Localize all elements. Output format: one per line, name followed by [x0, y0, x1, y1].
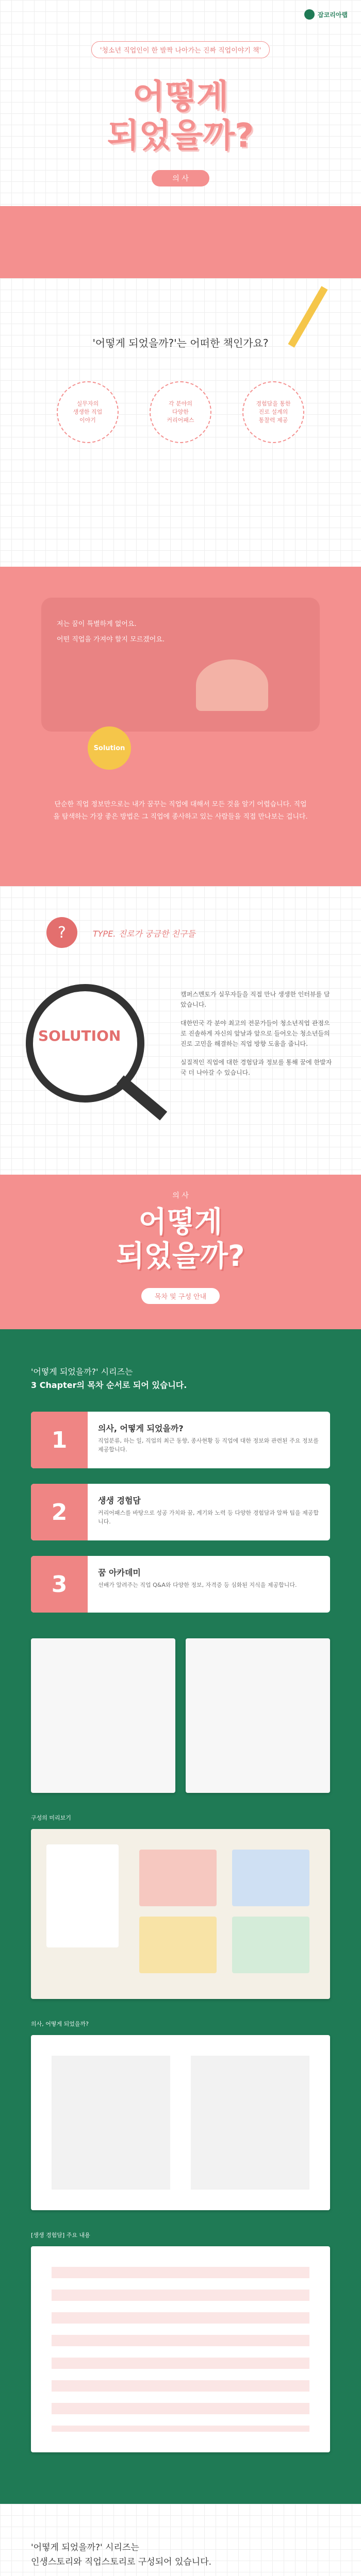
story-bubble-2: 어떤 직업을 가져야 할지 모르겠어요. — [57, 636, 165, 643]
toc-caption-3: [생생 경험담] 주요 내용 — [31, 2232, 90, 2239]
note-card-2 — [232, 1850, 309, 1906]
note-card-3 — [139, 1917, 217, 1973]
toc-page-thumb-2 — [186, 1638, 330, 1793]
note-card-1 — [139, 1850, 217, 1906]
story-paragraph: 단순한 직업 정보만으로는 내가 꿈꾸는 직업에 대해서 모든 것을 알기 어렵습니다. 직업을 탐색하는 가장 좋은 방법은 그 직업에 종사하고 있는 사람들을 직접 만나보는 겁니다. — [53, 801, 308, 821]
toc-intro-line2: 3 Chapter의 목차 순서로 되어 있습니다. — [31, 1380, 187, 1390]
toc-step-1: 1 의사, 어떻게 되었을까? 직업분류, 하는 일, 직업의 최근 동향, 종사현황 등 직업에 대한 정보와 관련된 주요 정보를 제공합니다. — [31, 1412, 330, 1468]
story-section — [0, 567, 361, 886]
header-section — [0, 0, 361, 278]
series-section — [0, 2504, 361, 2576]
spread-left-page — [52, 2056, 170, 2190]
intro-circle-3: 경험담을 통한 진로 설계의 통찰력 제공 — [242, 381, 304, 443]
tagline: '청소년 직업인이 한 발짝 나아가는 진짜 직업이야기 책' — [0, 41, 361, 58]
students-illustration — [196, 659, 268, 711]
toc-intro-line1: '어떻게 되었을까?' 시리즈는 — [31, 1367, 133, 1377]
intro-circle-1: 실무자의 생생한 직업 이야기 — [57, 381, 119, 443]
header-logo: 잡코리아랩 — [304, 9, 348, 20]
header-pink-band — [0, 206, 361, 278]
toc-caption-1: 구성의 미리보기 — [31, 1815, 71, 1821]
intro-question: '어떻게 되었을까?'는 어떠한 책인가요? — [92, 337, 269, 349]
banner2-pill: 목차 및 구성 안내 — [0, 1288, 361, 1304]
intro-section — [0, 278, 361, 567]
toc-caption-2: 의사, 어떻게 되었을까? — [31, 2021, 89, 2027]
subtitle-pill: 의 사 — [0, 170, 361, 187]
toc-section — [0, 1329, 361, 2504]
series-line2: 인생스토리와 직업스토리로 구성되어 있습니다. — [31, 2557, 212, 2567]
intro-circle-2: 각 분야의 다양한 커리어패스 — [150, 381, 211, 443]
preview-image-3 — [31, 2246, 330, 2452]
solution-section — [0, 886, 361, 1175]
magnifier-handle — [117, 1075, 167, 1121]
solution-word: SOLUTION — [38, 1027, 121, 1044]
toc-page-thumb-1 — [31, 1638, 175, 1793]
career-table — [52, 2267, 309, 2432]
toc-step-3: 3 꿈 아카데미 선배가 알려주는 직업 Q&A와 다양한 정보, 자격증 등 심화된 지식을 제공합니다. — [31, 1556, 330, 1613]
banner2-small: 의 사 — [172, 1192, 189, 1200]
spread-right-page — [191, 2056, 309, 2190]
question-mark-icon: ? — [46, 917, 77, 948]
series-line1: '어떻게 되었을까?' 시리즈는 — [31, 2543, 139, 2553]
logo-icon — [304, 9, 315, 20]
preview-image-2 — [31, 2035, 330, 2210]
solution-text: 캠퍼스멘토가 실무자들을 직접 만나 생생한 인터뷰를 담았습니다. 대한민국 각 분야 최고의 전문가들이 청소년직업 관점으로 진솔하게 자신의 앞날과 앞으로 들어오는 청소년들의 진로 고민을 해결하는 직업 방향 도움을 줍니다. 실질적인 직업에 대한 경험담과 정보를 통해 꿈에 한발자국 더 나아갈 수 있습니다. — [180, 991, 332, 1076]
toc-step-2: 2 생생 경험담 커리어패스를 바탕으로 성공 가치와 꿈, 계기와 노력 등 다양한 경험담과 알짜 팁을 제공합니다. — [31, 1484, 330, 1540]
story-board — [41, 598, 320, 732]
main-title: 어떻게 되었을까? — [107, 78, 254, 155]
preview-image-1 — [31, 1829, 330, 1999]
banner2-title: 어떻게 되었을까? — [116, 1206, 245, 1273]
note-card-4 — [232, 1917, 309, 1973]
type-text: TYPE. 진로가 궁금한 친구들 — [93, 929, 195, 939]
banner2-section — [0, 1175, 361, 1329]
book-cover — [46, 1844, 119, 1947]
story-bubble-1: 저는 꿈이 특별하게 없어요. — [57, 620, 137, 628]
solution-sticker: Solution — [88, 726, 131, 770]
